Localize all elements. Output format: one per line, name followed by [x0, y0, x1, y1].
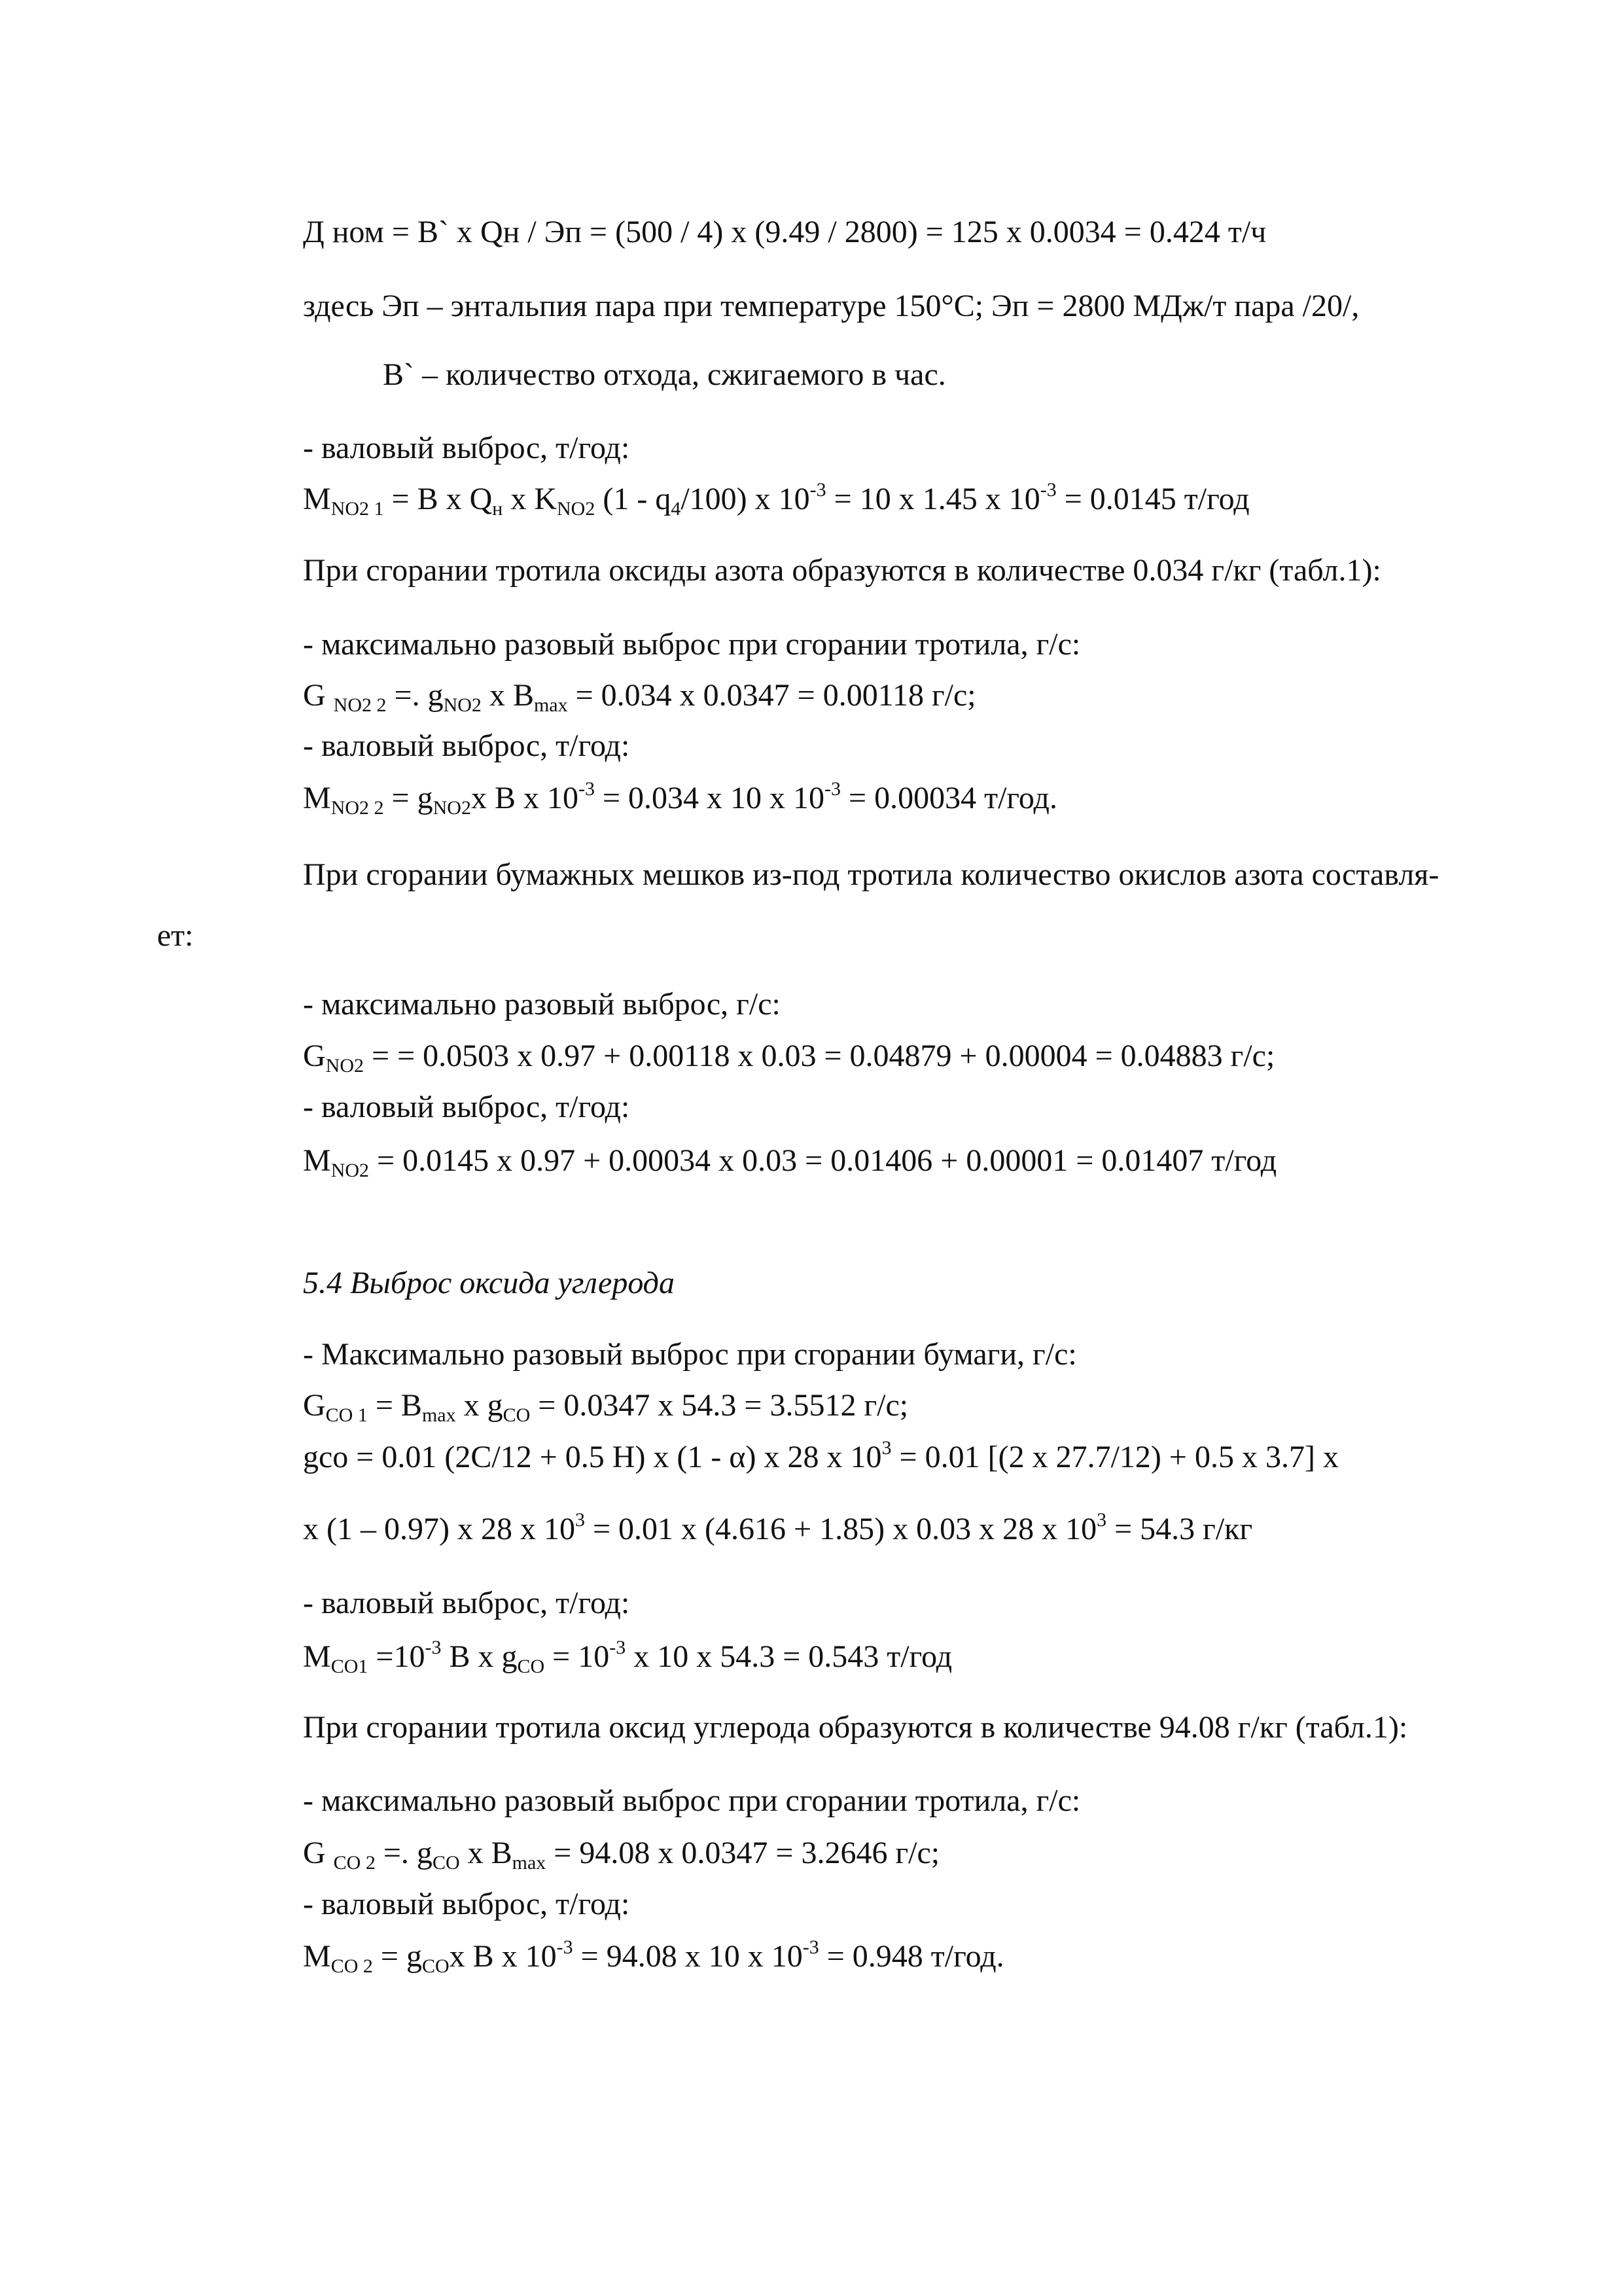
text-max-emission-tnt: - максимально разовый выброс при сгорании тротила, г/с:	[303, 1783, 1081, 1818]
formula-g-no2-2: G $_{NO2 2}$ =. $g_{NO2}$ x $B_{max} = 0.034$ x 0.0347 = 0.00118 г/с;	[303, 678, 976, 716]
text-tnt-carbon: При сгорании тротила оксид углерода образуются в количестве 94.08 г/кг (табл.1):	[303, 1710, 1408, 1745]
text-gross-emission-label: - валовый выброс, т/год:	[303, 1586, 630, 1620]
formula-m-no2-2: $M_{NO2 2} = g_{NO2}x$ B x $10^{-3} = 0.034$ x 10 x $10^{-3} = 0.00034$ т/год.	[303, 778, 1057, 819]
formula-gco-line2: x (1 – 0.97) x 28 x $10^3 = 0.01$ x (4.616 + 1.85) x 0.03 x 28 x $10^3 = 54.3$ г/кг	[303, 1509, 1253, 1546]
formula-m-co-1: $M_{CO1} =10^{-3}$ B x $g_{CO} = 10^{-3}$ x 10 x 54.3 = 0.543 т/год	[303, 1637, 953, 1677]
text-max-emission-tnt: - максимально разовый выброс при сгорании тротила, г/с:	[303, 627, 1081, 662]
formula-m-no2-total: $M_{NO2} = 0.0145$ x 0.97 + 0.00034 x 0.03 = 0.01406 + 0.00001 = 0.01407 т/год	[303, 1143, 1277, 1181]
formula-g-co-2: G $_{CO 2}$ =. $g_{CO}$ x $B_{max} = 94.08$ x 0.0347 = 3.2646 г/с;	[303, 1836, 940, 1874]
text-max-emission-paper: - Максимально разовый выброс при сгорании бумаги, г/с:	[303, 1337, 1077, 1372]
formula-g-no2-total: $G_{NO2}$ = = 0.0503 x 0.97 + 0.00118 x 0.03 = 0.04879 + 0.00004 = 0.04883 г/с;	[303, 1039, 1275, 1076]
formula-gco-line1: gco = 0.01 (2C/12 + 0.5 H) x (1 - α) x 28 x $10^3 = 0.01$ [(2 x 27.7/12) + 0.5 x 3.7] x	[303, 1437, 1339, 1474]
formula-d-nom: Д ном = В` x Qн / Эп = (500 / 4) x (9.49 / 2800) = 125 x 0.0034 = 0.424 т/ч	[303, 215, 1267, 249]
text-gross-emission-label: - валовый выброс, т/год:	[303, 431, 630, 465]
text-hyphen-continuation: ет:	[157, 918, 194, 953]
text-waste-quantity: В` – количество отхода, сжигаемого в час.	[383, 357, 946, 392]
text-gross-emission-label: - валовый выброс, т/год:	[303, 1090, 630, 1124]
formula-m-co-2: $M_{CO 2} = g_{CO}x$ B x $10^{-3} = 94.08$ x 10 x $10^{-3} = 0.948$ т/год.	[303, 1936, 1004, 1977]
formula-g-co-1: $G_{CO 1} = B_{max}$ x $g_{CO} = 0.0347$ x 54.3 = 3.5512 г/с;	[303, 1388, 909, 1426]
text-max-emission-label: - максимально разовый выброс, г/с:	[303, 987, 781, 1022]
formula-m-no2-1: $M_{NO2 1} = B$ x $Q_н$ x $K_{NO2}$ $(1 - q_4/100)$ x $10^{-3} = 10$ x 1.45 x $10^{-3} = 0.0145$ т/год	[303, 479, 1250, 520]
text-gross-emission-label: - валовый выброс, т/год:	[303, 1887, 630, 1921]
section-heading-5-4: 5.4 Выброс оксида углерода	[303, 1266, 675, 1300]
text-paper-bags-nitrogen: При сгорании бумажных мешков из-под тротила количество окислов азота составля-	[303, 857, 1439, 892]
text-tnt-nitrogen: При сгорании тротила оксиды азота образуются в количестве 0.034 г/кг (табл.1):	[303, 553, 1381, 588]
text-gross-emission-label: - валовый выброс, т/год:	[303, 728, 630, 763]
text-enthalpy-note: здесь Эп – энтальпия пара при температуре 150°С; Эп = 2800 МДж/т пара /20/,	[303, 289, 1360, 323]
